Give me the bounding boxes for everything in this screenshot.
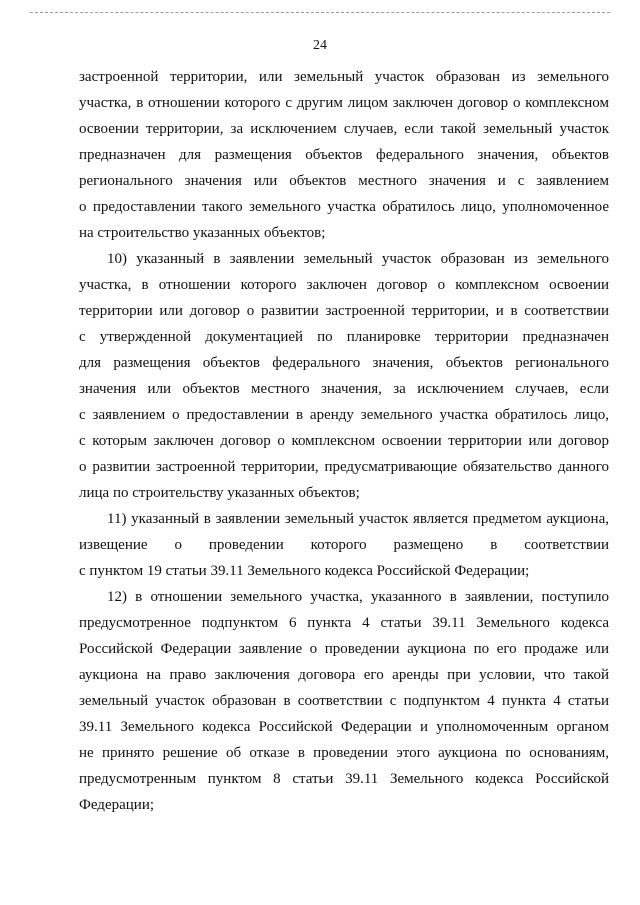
- text-line: 10) указанный в заявлении земельный участок образован из земельного: [107, 251, 609, 267]
- scan-top-edge: [30, 12, 610, 13]
- text-line: с заявлением о предоставлении в аренду земельного участка обратилось лицо,: [79, 407, 609, 423]
- text-line: 12) в отношении земельного участка, указанного в заявлении, поступило: [107, 589, 609, 605]
- text-line: для размещения объектов федерального значения, объектов регионального: [79, 355, 609, 371]
- text-line: предназначен для размещения объектов федерального значения, объектов: [79, 147, 609, 163]
- text-line: о развитии застроенной территории, предусматривающие обязательство данного: [79, 459, 609, 475]
- text-line: регионального значения или объектов местного значения и с заявлением: [79, 173, 609, 189]
- text-line: лица по строительству указанных объектов;: [79, 485, 360, 501]
- text-line: территории или договор о развитии застроенной территории, и в соответствии: [79, 303, 609, 319]
- text-line: на строительство указанных объектов;: [79, 225, 326, 241]
- paragraph-item-10: [79, 246, 609, 506]
- paragraph-item-12: [79, 584, 609, 818]
- text-line: не принято решение об отказе в проведении этого аукциона по основаниям,: [79, 745, 609, 761]
- text-line: застроенной территории, или земельный участок образован из земельного: [79, 69, 609, 85]
- text-line: извещение о проведении которого размещено в соответствии: [79, 537, 609, 553]
- page-number: 24: [313, 38, 327, 53]
- text-line: о предоставлении такого земельного участка обратилось лицо, уполномоченное: [79, 199, 609, 215]
- paragraph-item-11: [79, 506, 609, 584]
- text-line: с утвержденной документацией по планировке территории предназначен: [79, 329, 609, 345]
- text-line: 11) указанный в заявлении земельный участок является предметом аукциона,: [107, 511, 609, 527]
- text-line: 39.11 Земельного кодекса Российской Федерации и уполномоченным органом: [79, 719, 609, 735]
- text-line: Федерации;: [79, 797, 155, 813]
- text-line: предусмотренным пунктом 8 статьи 39.11 Земельного кодекса Российской: [79, 771, 609, 787]
- text-line: с пунктом 19 статьи 39.11 Земельного кодекса Российской Федерации;: [79, 563, 530, 579]
- text-line: с которым заключен договор о комплексном освоении территории или договор: [79, 433, 609, 449]
- text-line: участка, в отношении которого с другим лицом заключен договор о комплексном: [79, 95, 609, 111]
- text-line: участка, в отношении которого заключен договор о комплексном освоении: [79, 277, 609, 293]
- paragraph-continuation: [79, 64, 609, 246]
- document-body: [79, 64, 609, 818]
- text-line: Российской Федерации заявление о проведении аукциона по его продаже или: [79, 641, 609, 657]
- text-line: аукциона на право заключения договора его аренды при условии, что такой: [79, 667, 609, 683]
- text-line: значения или объектов местного значения, за исключением случаев, если: [79, 381, 609, 397]
- text-line: освоении территории, за исключением случаев, если такой земельный участок: [79, 121, 609, 137]
- text-line: предусмотренное подпунктом 6 пункта 4 статьи 39.11 Земельного кодекса: [79, 615, 609, 631]
- text-line: земельный участок образован в соответствии с подпунктом 4 пункта 4 статьи: [79, 693, 609, 709]
